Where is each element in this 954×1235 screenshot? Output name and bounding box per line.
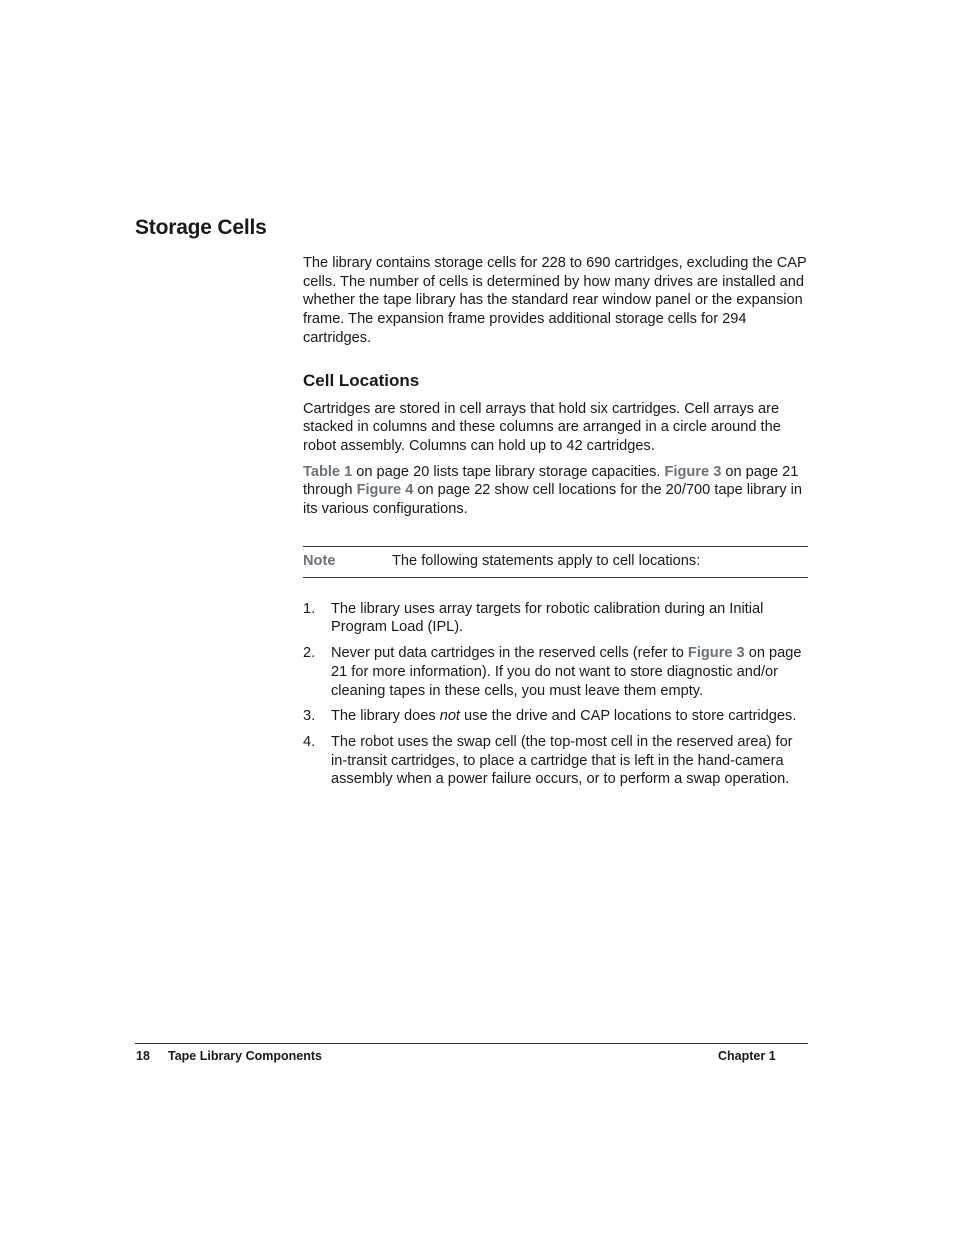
list-item-text-pre: Never put data cartridges in the reserved cells (refer to xyxy=(331,645,688,662)
list-item-text xyxy=(331,707,808,726)
emphasis-text: not xyxy=(439,708,460,725)
cross-reference-paragraph xyxy=(303,463,808,519)
figure-4-link[interactable]: Figure 4 xyxy=(356,482,414,499)
list-number: 3. xyxy=(303,708,316,725)
list-item-text: The robot uses the swap cell (the top-most cell in the reserved area) for in-transit cartridges, to place a cartridge that is left in the hand-camera assembly when a power failure occurs, or to perform a swap operation. xyxy=(331,733,793,788)
cross-reference-text-2: on page 21 through xyxy=(303,463,799,499)
note-label: Note xyxy=(303,553,336,570)
footer-page-number: 18 xyxy=(136,1049,150,1063)
section-heading: Cell Locations xyxy=(303,370,420,390)
page-title: Storage Cells xyxy=(135,216,267,239)
footer-chapter: Chapter 1 xyxy=(718,1049,776,1063)
list-item-text-post: on page 21 for more information). If you do not want to store diagnostic and/or cleaning tapes in these cells, you must leave them empty. xyxy=(331,645,802,699)
list-item-text xyxy=(331,644,808,700)
list-number: 4. xyxy=(303,733,316,750)
table-1-link[interactable]: Table 1 xyxy=(303,463,353,480)
main-content xyxy=(303,254,808,796)
note-box xyxy=(303,546,808,578)
footer-section-title: Tape Library Components xyxy=(168,1049,322,1063)
intro-paragraph: The library contains storage cells for 228 to 690 cartridges, excluding the CAP cells. The number of cells is determined by how many drives are installed and whether the tape library has the standard rear window panel or the expansion frame. The expansion frame provides additional storage cells for 294 cartridges. xyxy=(303,255,807,346)
cross-reference-text-1: on page 20 lists tape library storage capacities. xyxy=(352,463,665,480)
cell-location-rules-list xyxy=(303,600,808,789)
note-text: The following statements apply to cell locations: xyxy=(392,553,701,570)
list-item xyxy=(303,733,808,789)
figure-3-link[interactable]: Figure 3 xyxy=(664,463,722,480)
list-item xyxy=(303,600,808,637)
cross-reference-text-3: on page 22 show cell locations for the 20/700 tape library in its various configurations. xyxy=(303,482,802,518)
footer-divider xyxy=(135,1043,808,1044)
list-number: 2. xyxy=(303,645,316,662)
list-item-text-pre: The library does xyxy=(331,708,440,725)
figure-3-link[interactable]: Figure 3 xyxy=(687,645,745,662)
list-number: 1. xyxy=(303,600,316,617)
list-item xyxy=(303,644,808,700)
cell-locations-paragraph: Cartridges are stored in cell arrays that hold six cartridges. Cell arrays are stacked in columns and these columns are arranged in a circle around the robot assembly. Columns can hold up to 42 cartridges. xyxy=(303,400,781,454)
list-item xyxy=(303,707,808,726)
list-item-text: The library uses array targets for robotic calibration during an Initial Program Load (IPL). xyxy=(331,600,764,636)
list-item-text-post: use the drive and CAP locations to store cartridges. xyxy=(460,708,797,725)
